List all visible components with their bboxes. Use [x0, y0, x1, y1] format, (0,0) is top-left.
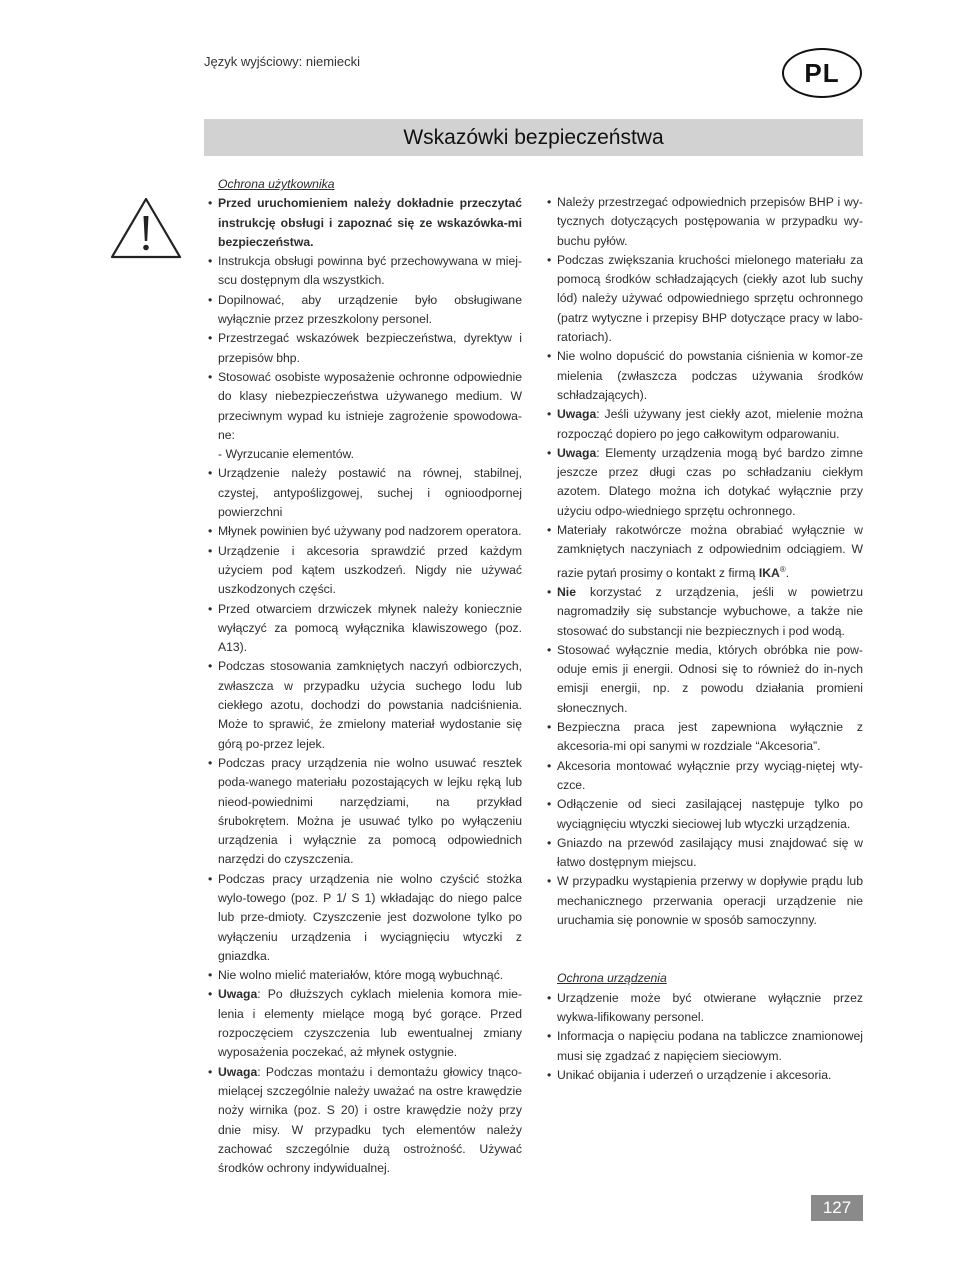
list-item: • Stosować wyłącznie media, których obróbka nie pow-oduje emis ji energii. Odnosi się to również do in-nych emisji energii, np. z powodu działania promieni słonecznych.: [547, 642, 863, 715]
list-item: • Nie wolno mielić materiałów, które mogą wybuchnąć.: [208, 968, 504, 983]
list-item: • Uwaga: Po dłuższych cyklach mielenia komora mie-lenia i elementy mielące mogą być gorące. Przed rozpoczęciem czyszczenia lub ewentualnej zmiany wyposażenia poczekać, aż młynek ostygnie.: [208, 987, 522, 1060]
list-item: • Informacja o napięciu podana na tabliczce znamionowej musi się zgadzać z napięciem sieciowym.: [547, 1029, 863, 1063]
list-item: • Gniazdo na przewód zasilający musi znajdować się w łatwo dostępnym miejscu.: [547, 835, 863, 870]
list-item: • W przypadku wystąpienia przerwy w dopływie prądu lub mechanicznego przerwania operacji urządzenie nie uruchamia się ponownie w sposób samoczynny.: [547, 874, 863, 928]
list-item: • Unikać obijania i uderzeń o urządzenie i akcesoria.: [547, 1067, 832, 1082]
list-item: • Urządzenie może być otwierane wyłącznie przez wykwa-lifikowany personel.: [547, 990, 863, 1024]
list-item: • Podczas stosowania zamkniętych naczyń odbiorczych, zwłaszcza w przypadku użycia suchego lodu lub ciekłego azotu, dochodzi do powstania nadciśnienia. Może to sprawić, że zmielony materiał wydostanie się górą po-przez lejek.: [208, 659, 522, 751]
list-item: • Stosować osobiste wyposażenie ochronne odpowiednie do klasy niebezpieczeństwa używanego medium. W przeciwnym wypad ku istnieje zagrożenie spowodowa-ne:: [208, 369, 522, 442]
warning-triangle-icon: [110, 196, 182, 260]
list-item: • Podczas pracy urządzenia nie wolno czyścić stożka wylo-towego (poz. P 1/ S 1) wkładając do niego palce lub prze-dmioty. Czyszczenie jest dozwolone tylko po wyłączeniu urządzenia i wyciągnięciu wtyczki z gniazdka.: [208, 871, 522, 963]
list-item: • Dopilnować, aby urządzenie było obsługiwane wyłącznie przez przeszkolony personel.: [208, 292, 522, 327]
list-item: • Urządzenie i akcesoria sprawdzić przed każdym użyciem pod kątem uszkodzeń. Nigdy nie używać uszkodzonych części.: [208, 543, 522, 597]
list-item: • Materiały rakotwórcze można obrabiać wyłącznie w zamkniętych naczyniach z odpowiednim odciągiem. W razie pytań prosimy o kontakt z firmą IKA®.: [547, 523, 863, 580]
list-item: • Nie wolno dopuścić do powstania ciśnienia w komor-ze mielenia (zwłaszcza podczas używania środków schładzających).: [547, 349, 863, 402]
list-item: • Instrukcja obsługi powinna być przechowywana w miej-scu dostępnym dla wszystkich.: [208, 254, 522, 288]
list-item: • Podczas zwiększania kruchości mielonego materiału za pomocą środków schładzających (ciekły azot lub suchy lód) należy używać odpowiedniego sprzętu ochronnego (patrz wytyczne i przepisy BHP dotyczące pracy w labo-ratoriach).: [547, 252, 863, 345]
list-item: • Młynek powinien być używany pod nadzorem operatora.: [208, 524, 522, 539]
list-item: • Przed uruchomieniem należy dokładnie przeczytać instrukcję obsługi i zapoznać się ze wskazówka-mi bezpieczeństwa.: [208, 196, 522, 249]
list-item: • Urządzenie należy postawić na równej, stabilnej, czystej, antypoślizgowej, suchej i ognioodpornej powierzchni: [208, 466, 522, 520]
section-heading-user-protection: Ochrona użytkownika: [218, 177, 335, 191]
list-subitem: - Wyrzucanie elementów.: [218, 447, 355, 462]
safety-column-right: [543, 193, 863, 1085]
list-item: • Akcesoria montować wyłącznie przy wyciąg-niętej wty-czce.: [547, 758, 863, 792]
list-item: • Bezpieczna praca jest zapewniona wyłącznie z akcesoria-mi opi sanymi w rozdziale “Akcesoria”.: [547, 720, 863, 754]
section-heading-device-protection: Ochrona urządzenia: [557, 971, 667, 986]
list-item: • Uwaga: Podczas montażu i demontażu głowicy tnąco-mielącej szczególnie należy uważać na ostre krawędzie noży wirnika (poz. S 20) i ostre krawędzie noży przy dnie misy. W przypadku tych elementów należy zachować szczególnie dużą ostrożność. Używać środków ochrony indywidualnej.: [208, 1064, 522, 1176]
list-item: • Nie korzystać z urządzenia, jeśli w powietrzu nagromadziły się substancje wybuchowe, a także nie stosować do substancji nie bezpiecznych i pod wodą.: [547, 585, 863, 638]
list-item: • Przed otwarciem drzwiczek młynek należy koniecznie wyłączyć za pomocą wyłącznika klawiszowego (poz. A13).: [208, 601, 522, 655]
list-item: • Uwaga: Jeśli używany jest ciekły azot, mielenie można rozpocząć dopiero po jego całkowitym odparowaniu.: [547, 407, 863, 441]
language-badge: PL: [782, 48, 862, 98]
user-protection-column: [204, 175, 522, 1178]
page-number: 127: [811, 1195, 863, 1221]
list-item: • Przestrzegać wskazówek bezpieczeństwa, dyrektyw i przepisów bhp.: [208, 331, 522, 365]
list-item: • Należy przestrzegać odpowiednich przepisów BHP i wy-tycznych dotyczących postępowania w przypadku wy-buchu pyłów.: [547, 195, 863, 248]
list-item: • Podczas pracy urządzenia nie wolno usuwać resztek poda-wanego materiału pozostających w lejku ręką lub nieod-powiednimi narzędziami, na przykład śrubokrętem. Można je usuwać tylko po wyłączeniu urządzenia i wyłącznie za pomocą odpowiednich narzędzi do czyszczenia.: [208, 755, 522, 867]
source-language-note: Język wyjściowy: niemiecki: [204, 54, 361, 69]
list-item: • Uwaga: Elementy urządzenia mogą być bardzo zimne jeszcze przez długi czas po schładzaniu ciekłym azotem. Dlatego można ich dotykać wyłącznie przy użyciu odpo-wiedniego sprzętu ochronnego.: [547, 445, 863, 518]
list-item: • Odłączenie od sieci zasilającej następuje tylko po wyciągnięciu wtyczki sieciowej lub wtyczki urządzenia.: [547, 797, 863, 831]
page-title: Wskazówki bezpieczeństwa: [204, 119, 863, 156]
